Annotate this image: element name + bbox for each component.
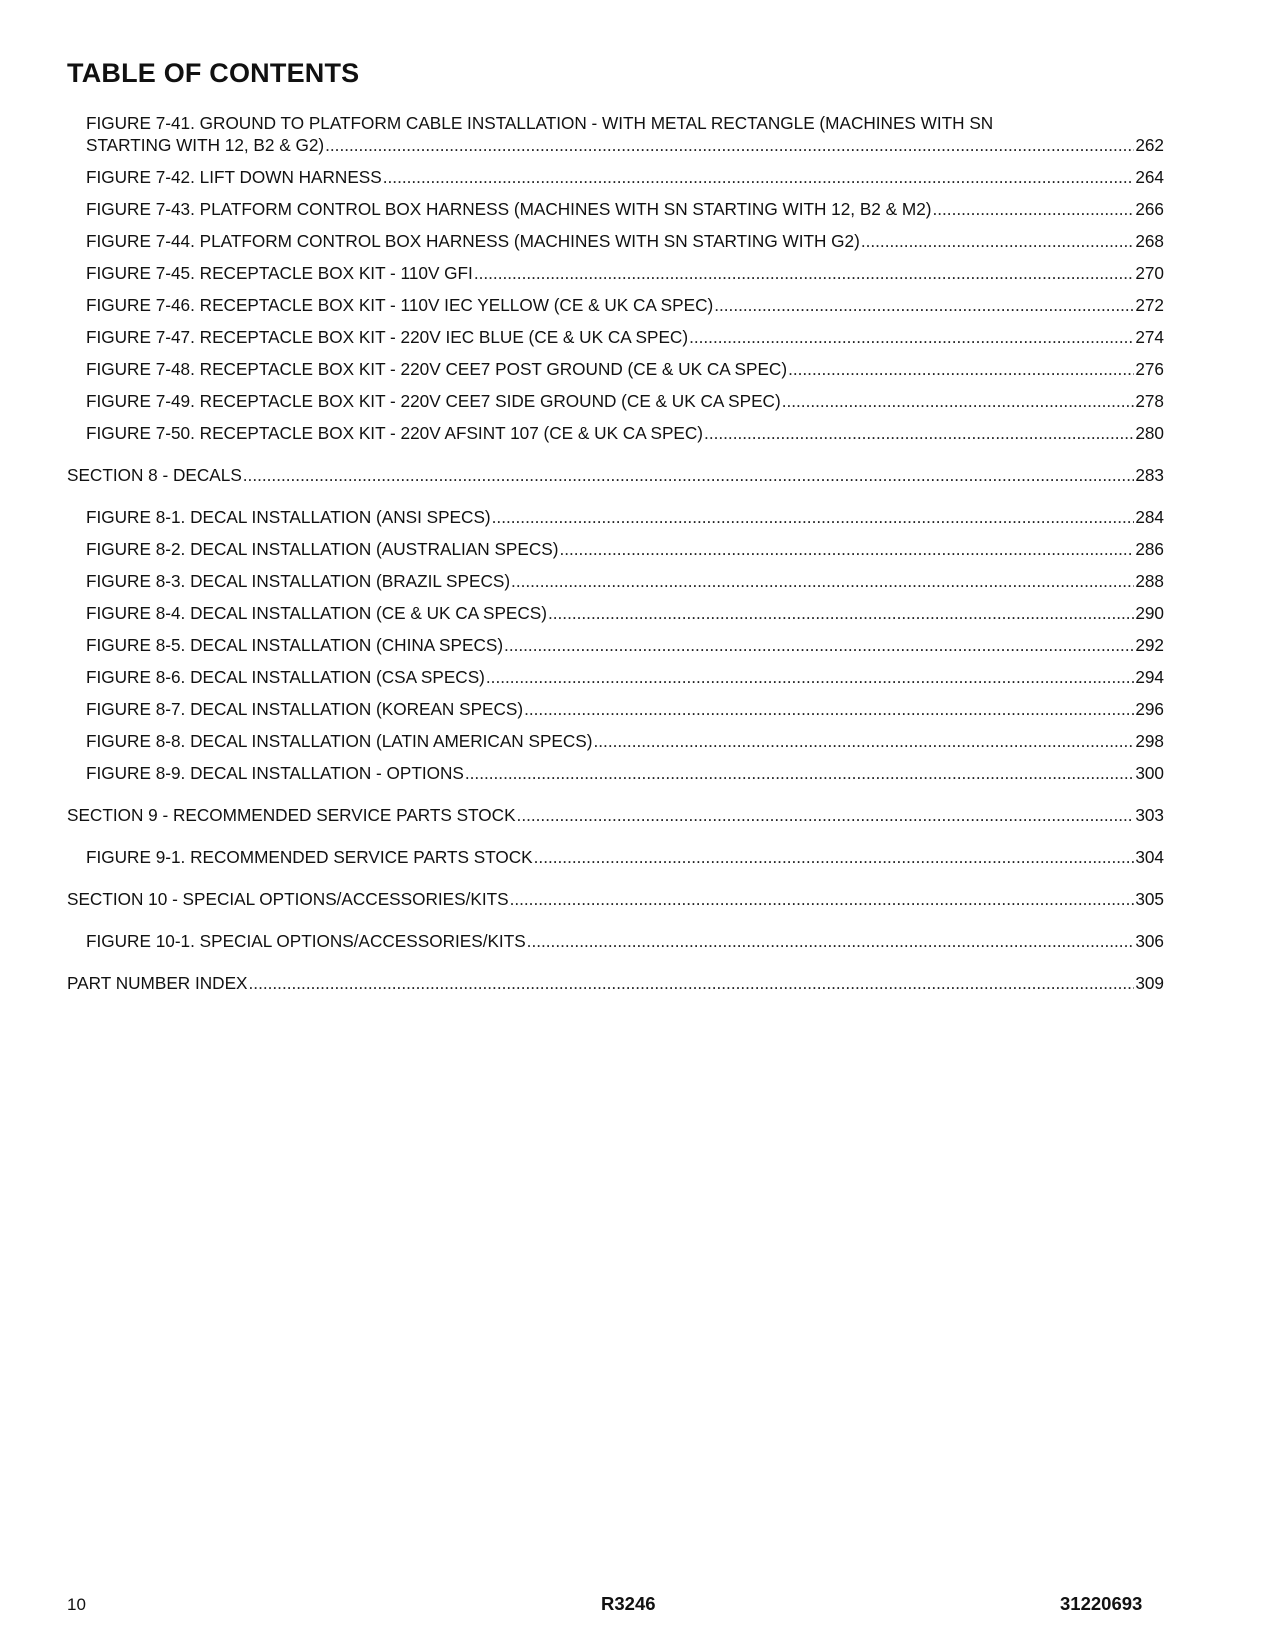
page-title: TABLE OF CONTENTS xyxy=(67,58,360,88)
toc-entry[interactable] xyxy=(67,667,1164,699)
toc-entry-page: 300 xyxy=(1135,763,1164,783)
toc-entry[interactable] xyxy=(67,295,1164,327)
toc-entry-label: FIGURE 8-5. DECAL INSTALLATION (CHINA SPECS) xyxy=(86,635,504,655)
toc-entry-label: STARTING WITH 12, B2 & G2) xyxy=(86,135,325,155)
toc-entry-label: SECTION 8 - DECALS xyxy=(67,465,242,485)
dot-leader xyxy=(325,135,1134,156)
footer-doc-number: 31220693 xyxy=(1060,1593,1143,1614)
toc-entry-label: FIGURE 7-43. PLATFORM CONTROL BOX HARNESS (MACHINES WITH SN STARTING WITH 12, B2 & M2) xyxy=(86,199,932,219)
toc-entry[interactable] xyxy=(67,231,1164,263)
toc-entry-page: 288 xyxy=(1135,571,1164,591)
toc-entry-page: 306 xyxy=(1135,931,1164,951)
toc-entry-label: FIGURE 7-45. RECEPTACLE BOX KIT - 110V GFI xyxy=(86,263,473,283)
toc-entry-page: 286 xyxy=(1135,539,1164,559)
toc-entry-page: 280 xyxy=(1135,423,1164,443)
toc-entry-label: SECTION 9 - RECOMMENDED SERVICE PARTS STOCK xyxy=(67,805,516,825)
toc-entry[interactable] xyxy=(67,167,1164,199)
dot-leader xyxy=(548,603,1134,624)
toc-section-entry[interactable] xyxy=(67,465,1164,497)
toc-entry[interactable] xyxy=(67,199,1164,231)
toc-entry-page: 266 xyxy=(1135,199,1164,219)
toc-entry-page: 268 xyxy=(1135,231,1164,251)
toc-entry-label: FIGURE 7-49. RECEPTACLE BOX KIT - 220V CEE7 SIDE GROUND (CE & UK CA SPEC) xyxy=(86,391,781,411)
dot-leader xyxy=(782,391,1135,412)
toc-entry[interactable] xyxy=(67,539,1164,571)
dot-leader xyxy=(474,263,1134,284)
dot-leader xyxy=(517,805,1135,826)
toc-entry-label: FIGURE 7-42. LIFT DOWN HARNESS xyxy=(86,167,382,187)
toc-entry-label: FIGURE 8-8. DECAL INSTALLATION (LATIN AMERICAN SPECS) xyxy=(86,731,593,751)
toc-entry[interactable] xyxy=(67,507,1164,539)
dot-leader xyxy=(249,973,1135,994)
toc-entry-label: SECTION 10 - SPECIAL OPTIONS/ACCESSORIES/KITS xyxy=(67,889,509,909)
toc-entry-label: FIGURE 8-1. DECAL INSTALLATION (ANSI SPECS) xyxy=(86,507,491,527)
toc-section-entry[interactable] xyxy=(67,973,1164,1005)
toc-entry-page: 305 xyxy=(1135,889,1164,909)
toc-entry-page: 294 xyxy=(1135,667,1164,687)
toc-entry-page: 283 xyxy=(1135,465,1164,485)
dot-leader xyxy=(243,465,1135,486)
toc-entry-page: 304 xyxy=(1135,847,1164,867)
dot-leader xyxy=(559,539,1134,560)
toc-entry-page: 276 xyxy=(1135,359,1164,379)
dot-leader xyxy=(504,635,1134,656)
toc-entry-page: 303 xyxy=(1135,805,1164,825)
toc-list xyxy=(67,113,1164,1005)
dot-leader xyxy=(932,199,1134,220)
toc-entry-label: FIGURE 8-9. DECAL INSTALLATION - OPTIONS xyxy=(86,763,464,783)
toc-entry[interactable] xyxy=(67,571,1164,603)
toc-entry-label: FIGURE 9-1. RECOMMENDED SERVICE PARTS STOCK xyxy=(86,847,533,867)
dot-leader xyxy=(714,295,1134,316)
toc-entry-page: 309 xyxy=(1135,973,1164,993)
toc-entry[interactable] xyxy=(67,327,1164,359)
toc-entry-page: 298 xyxy=(1135,731,1164,751)
toc-entry[interactable] xyxy=(67,423,1164,455)
dot-leader xyxy=(594,731,1135,752)
dot-leader xyxy=(511,571,1134,592)
toc-entry-label: FIGURE 8-6. DECAL INSTALLATION (CSA SPECS) xyxy=(86,667,485,687)
toc-entry-label: FIGURE 8-2. DECAL INSTALLATION (AUSTRALIAN SPECS) xyxy=(86,539,559,559)
toc-entry[interactable] xyxy=(67,263,1164,295)
toc-entry-label: FIGURE 7-47. RECEPTACLE BOX KIT - 220V IEC BLUE (CE & UK CA SPEC) xyxy=(86,327,689,347)
dot-leader xyxy=(788,359,1134,380)
toc-entry-label: FIGURE 7-44. PLATFORM CONTROL BOX HARNESS (MACHINES WITH SN STARTING WITH G2) xyxy=(86,231,860,251)
toc-entry-page: 264 xyxy=(1135,167,1164,187)
toc-entry-label: FIGURE 8-4. DECAL INSTALLATION (CE & UK CA SPECS) xyxy=(86,603,547,623)
dot-leader xyxy=(492,507,1135,528)
footer-page-number: 10 xyxy=(67,1595,86,1614)
toc-entry[interactable] xyxy=(67,763,1164,795)
toc-entry-page: 278 xyxy=(1135,391,1164,411)
toc-entry-label: FIGURE 8-7. DECAL INSTALLATION (KOREAN SPECS) xyxy=(86,699,524,719)
toc-entry-label: FIGURE 8-3. DECAL INSTALLATION (BRAZIL SPECS) xyxy=(86,571,511,591)
toc-entry-page: 296 xyxy=(1135,699,1164,719)
toc-entry-label: FIGURE 7-48. RECEPTACLE BOX KIT - 220V CEE7 POST GROUND (CE & UK CA SPEC) xyxy=(86,359,788,379)
dot-leader xyxy=(704,423,1134,444)
toc-entry-label: FIGURE 7-50. RECEPTACLE BOX KIT - 220V AFSINT 107 (CE & UK CA SPEC) xyxy=(86,423,704,443)
dot-leader xyxy=(861,231,1134,252)
toc-entry-label: FIGURE 10-1. SPECIAL OPTIONS/ACCESSORIES/KITS xyxy=(86,931,526,951)
toc-entry[interactable] xyxy=(67,391,1164,423)
dot-leader xyxy=(534,847,1135,868)
toc-entry-page: 270 xyxy=(1135,263,1164,283)
toc-entry[interactable] xyxy=(67,847,1164,879)
toc-entry-page: 274 xyxy=(1135,327,1164,347)
dot-leader xyxy=(465,763,1134,784)
toc-entry[interactable] xyxy=(67,635,1164,667)
toc-entry-label: PART NUMBER INDEX xyxy=(67,973,248,993)
dot-leader xyxy=(383,167,1135,188)
toc-entry-page: 290 xyxy=(1135,603,1164,623)
toc-entry-label: FIGURE 7-46. RECEPTACLE BOX KIT - 110V IEC YELLOW (CE & UK CA SPEC) xyxy=(86,295,714,315)
toc-entry[interactable] xyxy=(67,603,1164,635)
toc-entry[interactable] xyxy=(67,699,1164,731)
footer-model: R3246 xyxy=(601,1593,656,1614)
dot-leader xyxy=(689,327,1134,348)
toc-section-entry[interactable] xyxy=(67,805,1164,837)
toc-entry[interactable] xyxy=(67,359,1164,391)
toc-entry-label-line1: FIGURE 7-41. GROUND TO PLATFORM CABLE INSTALLATION ‑ WITH METAL RECTANGLE (MACHINES WITH SN xyxy=(86,113,994,133)
toc-entry-page: 262 xyxy=(1135,135,1164,155)
dot-leader xyxy=(527,931,1135,952)
dot-leader xyxy=(510,889,1135,910)
dot-leader xyxy=(524,699,1134,720)
toc-entry-page: 272 xyxy=(1135,295,1164,315)
toc-entry[interactable] xyxy=(67,931,1164,963)
toc-section-entry[interactable] xyxy=(67,889,1164,921)
toc-entry[interactable] xyxy=(67,113,1164,167)
dot-leader xyxy=(486,667,1134,688)
toc-entry[interactable] xyxy=(67,731,1164,763)
toc-entry-page: 284 xyxy=(1135,507,1164,527)
toc-entry-page: 292 xyxy=(1135,635,1164,655)
